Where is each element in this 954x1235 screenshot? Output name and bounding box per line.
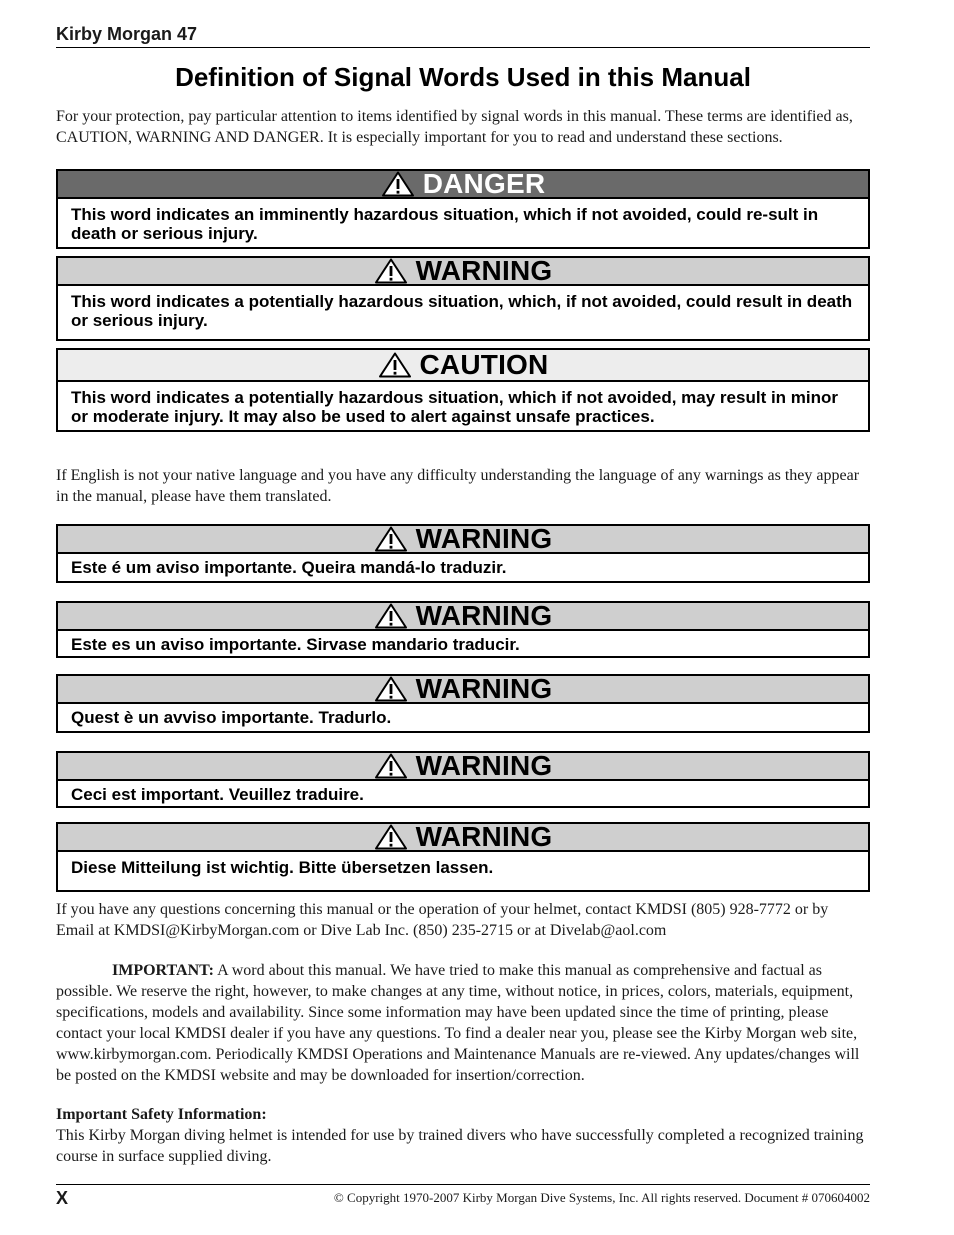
warning-signal-word: WARNING <box>415 255 553 286</box>
warning-triangle-icon <box>374 824 408 850</box>
language-note: If English is not your native language and you have any difficulty understanding the language of any warnings as they appear in the manual, please have them translated. <box>56 467 860 505</box>
warning-box-header <box>58 750 868 781</box>
warning-box-german <box>56 822 870 892</box>
intro-paragraph: For your protection, pay particular attention to items identified by signal words in this manual. These terms are identified as, CAUTION, WARNING AND DANGER. It is especially important for you to read and understand these sections. <box>56 108 853 146</box>
danger-box-header <box>58 168 868 199</box>
warning-signal-word: WARNING <box>415 523 553 554</box>
danger-signal-word: DANGER <box>422 168 546 199</box>
warning-triangle-icon <box>378 352 412 378</box>
warning-triangle-icon <box>381 171 415 197</box>
warning-box-header <box>58 673 868 704</box>
warning-box-text: This word indicates a potentially hazardous situation, which, if not avoided, could result in death or serious injury. <box>71 292 853 330</box>
caution-box-header <box>58 350 868 382</box>
contact-paragraph: If you have any questions concerning this manual or the operation of your helmet, contact KMDSI (805) 928-7772 or by Email at KMDSI@KirbyMorgan.com or Dive Lab Inc. (850) 235-2715 or at Divelab@aol.com <box>56 901 829 939</box>
danger-box-text: This word indicates an imminently hazardous situation, which if not avoided, could re-sult in death or serious injury. <box>71 205 819 243</box>
footer-rule <box>56 1184 870 1185</box>
running-title: Kirby Morgan 47 <box>56 24 198 44</box>
warning-text-spanish: Este es un aviso importante. Sirvase mandario traducir. <box>71 635 520 654</box>
safety-heading: Important Safety Information: <box>56 1106 267 1123</box>
page-title: Definition of Signal Words Used in this Manual <box>175 62 751 92</box>
warning-signal-word: WARNING <box>415 750 553 781</box>
warning-box-french <box>56 751 870 808</box>
warning-triangle-icon <box>374 676 408 702</box>
warning-box-italian <box>56 674 870 733</box>
page-number: X <box>56 1188 69 1208</box>
important-label: IMPORTANT: <box>112 962 214 979</box>
warning-box-portuguese <box>56 524 870 583</box>
caution-signal-word: CAUTION <box>419 349 549 380</box>
warning-text-german: Diese Mitteilung ist wichtig. Bitte übersetzen lassen. <box>71 858 494 877</box>
warning-signal-word: WARNING <box>415 673 553 704</box>
warning-triangle-icon <box>374 603 408 629</box>
header-rule <box>56 47 870 48</box>
important-paragraph <box>56 960 870 1086</box>
safety-paragraph: This Kirby Morgan diving helmet is intended for use by trained divers who have successfully completed a recognized training course in surface supplied diving. <box>56 1127 864 1165</box>
copyright-notice: © Copyright 1970-2007 Kirby Morgan Dive Systems, Inc. All rights reserved. Document # 070604002 <box>333 1190 870 1205</box>
warning-text-portuguese: Este é um aviso importante. Queira mandá-lo traduzir. <box>71 558 507 577</box>
danger-box <box>56 169 870 249</box>
warning-triangle-icon <box>374 526 408 552</box>
caution-box-text: This word indicates a potentially hazardous situation, which if not avoided, may result in minor or moderate injury. It may also be used to alert against unsafe practices. <box>71 388 839 426</box>
warning-box-header <box>58 523 868 554</box>
warning-signal-word: WARNING <box>415 821 553 852</box>
warning-triangle-icon <box>374 258 408 284</box>
warning-box-header <box>58 600 868 631</box>
warning-text-french: Ceci est important. Veuillez traduire. <box>71 785 364 804</box>
warning-box-header <box>58 255 868 286</box>
warning-box <box>56 256 870 341</box>
warning-box-spanish <box>56 601 870 658</box>
warning-text-italian: Quest è un avviso importante. Tradurlo. <box>71 708 392 727</box>
warning-box-header <box>58 821 868 852</box>
warning-signal-word: WARNING <box>415 600 553 631</box>
caution-box <box>56 348 870 432</box>
important-text: A word about this manual. We have tried to make this manual as comprehensive and factual as possible. We reserve the right, however, to make changes at any time, without notice, in prices, colors, materials, equipment, specifications, models and availability. Since some information may have been updated since the time of printing, please contact your local KMDSI dealer if you have any questions. To find a dealer near you, please see the Kirby Morgan web site, www.kirbymorgan.com. Periodically KMDSI Operations and Maintenance Manuals are re-viewed. Any updates/changes will be posted on the KMDSI website and may be downloaded for insertion/correction. <box>56 962 860 1084</box>
warning-triangle-icon <box>374 753 408 779</box>
